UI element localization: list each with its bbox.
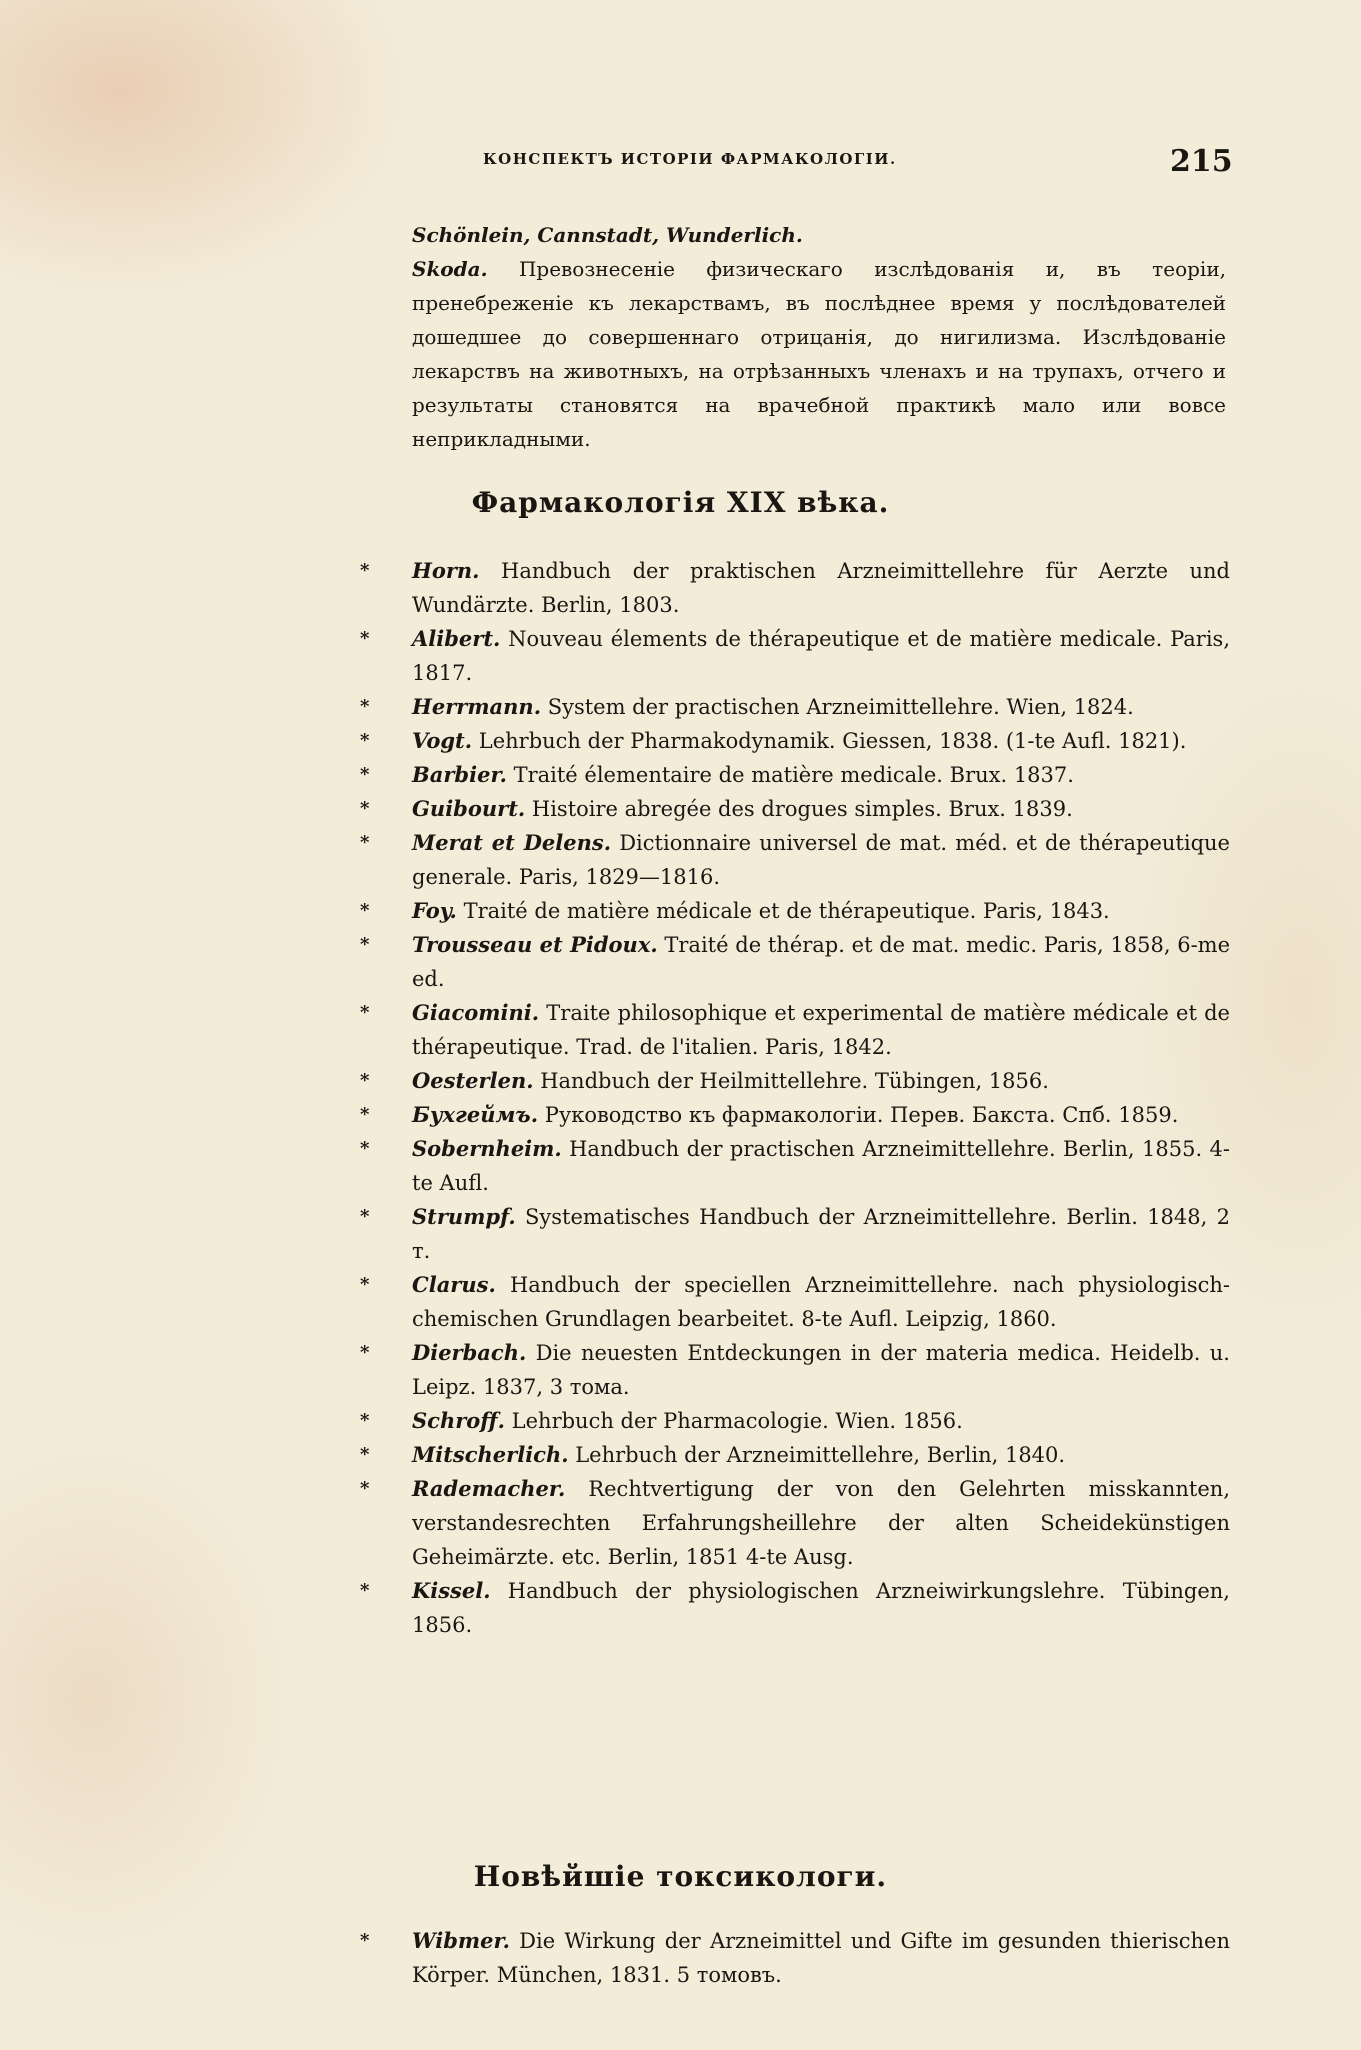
entry-author: Oesterlen. — [412, 1068, 534, 1093]
entry-text: Histoire abregée des drogues simples. Brux. 1839. — [531, 797, 1073, 821]
bullet-asterisk: * — [360, 1342, 370, 1363]
skoda-text: Превознесеніе физическаго изслѣдованія и, въ теоріи, пренебреженіе къ лекарствамъ, въ послѣднее время у послѣдователей дошедшее до совершеннаго отрицанія, до нигилизма. Изслѣдованіе лекарствъ на животныхъ, на отрѣзанныхъ членахъ и на трупахъ, отчего и результаты становятся на врачебной практикѣ мало или вовсе неприкладными. — [412, 257, 1227, 451]
bibliography-entry — [360, 1336, 1230, 1404]
bullet-asterisk: * — [360, 696, 370, 717]
bibliography-entry — [360, 1472, 1230, 1574]
entry-author: Sobernheim. — [412, 1136, 562, 1161]
bibliography-entry — [360, 996, 1230, 1064]
entry-text: Handbuch der praktischen Arzneimittellehre für Aerzte und Wundärzte. Berlin, 1803. — [412, 559, 1230, 617]
entry-author: Clarus. — [412, 1272, 496, 1297]
entry-author: Guibourt. — [412, 796, 526, 821]
bullet-asterisk: * — [360, 1444, 370, 1465]
running-title: КОНСПЕКТЪ ИСТОРІИ ФАРМАКОЛОГІИ. — [483, 150, 897, 168]
names-line — [412, 218, 1226, 252]
bullet-asterisk: * — [360, 832, 370, 853]
bullet-asterisk: * — [360, 1930, 370, 1951]
bullet-asterisk: * — [360, 1410, 370, 1431]
entry-author: Trousseau et Pidoux. — [412, 932, 658, 957]
bullet-asterisk: * — [360, 1206, 370, 1227]
entry-author: Merat et Delens. — [412, 830, 612, 855]
entry-text: Nouveau élements de thérapeutique et de matière medicale. Paris, 1817. — [412, 627, 1230, 685]
entry-author: Wibmer. — [412, 1928, 510, 1953]
entry-text: Systematisches Handbuch der Arzneimittellehre. Berlin. 1848, 2 т. — [412, 1205, 1230, 1263]
entry-text: Handbuch der physiologischen Arzneiwirkungslehre. Tübingen, 1856. — [412, 1579, 1230, 1637]
bibliography-entry — [360, 758, 1230, 792]
bullet-asterisk: * — [360, 1070, 370, 1091]
entry-text: Handbuch der speciellen Arzneimittellehre. nach physiologisch-chemischen Grundlagen bearbeitet. 8-te Aufl. Leipzig, 1860. — [412, 1273, 1231, 1331]
intro-paragraph — [412, 218, 1226, 456]
entry-author: Kissel. — [412, 1578, 491, 1603]
entry-text: Руководство къ фармакологіи. Перев. Бакста. Спб. 1859. — [544, 1103, 1179, 1127]
page-number: 215 — [1170, 144, 1233, 179]
section-heading-pharmacology: Фармакологія XIX вѣка. — [471, 486, 890, 519]
bullet-asterisk: * — [360, 900, 370, 921]
bullet-asterisk: * — [360, 730, 370, 751]
bullet-asterisk: * — [360, 1478, 370, 1499]
entry-author: Herrmann. — [412, 694, 542, 719]
bibliography-entry — [360, 622, 1230, 690]
bullet-asterisk: * — [360, 1104, 370, 1125]
bullet-asterisk: * — [360, 798, 370, 819]
entry-author: Alibert. — [412, 626, 501, 651]
bibliography-entry — [360, 894, 1230, 928]
skoda-author: Skoda. — [412, 257, 488, 281]
bibliography-entry — [360, 826, 1230, 894]
entry-text: Rechtvertigung der von den Gelehrten misskannten, verstandesrechten Erfahrungsheillehre der alten Scheidekünstigen Geheimärzte. etc. Berlin, 1851 4-te Ausg. — [412, 1477, 1230, 1569]
bibliography-entry — [360, 928, 1230, 996]
entry-text: Traite philosophique et experimental de matière médicale et de thérapeutique. Trad. de l'italien. Paris, 1842. — [412, 1001, 1230, 1059]
entry-text: System der practischen Arzneimittellehre. Wien, 1824. — [547, 695, 1134, 719]
bullet-asterisk: * — [360, 560, 370, 581]
bibliography-entry — [360, 554, 1230, 622]
entry-text: Traité de thérap. et de mat. medic. Paris, 1858, 6-me ed. — [412, 933, 1231, 991]
bibliography-entry — [360, 1132, 1230, 1200]
section-heading-toxicologists: Новѣйшіе токсикологи. — [473, 1860, 888, 1893]
bullet-asterisk: * — [360, 1138, 370, 1159]
bibliography-entry — [360, 1574, 1230, 1642]
entry-text: Traité élementaire de matière medicale. Brux. 1837. — [513, 763, 1074, 787]
bibliography-entry — [360, 690, 1230, 724]
bibliography-entry — [360, 1438, 1230, 1472]
bibliography-entry — [360, 724, 1230, 758]
bibliography-entry — [360, 1200, 1230, 1268]
bullet-asterisk: * — [360, 934, 370, 955]
skoda-paragraph — [412, 252, 1226, 456]
bullet-asterisk: * — [360, 764, 370, 785]
bullet-asterisk: * — [360, 1002, 370, 1023]
entry-author: Schroff. — [412, 1408, 505, 1433]
bibliography-entry — [360, 1268, 1230, 1336]
entry-text: Lehrbuch der Pharmacologie. Wien. 1856. — [511, 1409, 963, 1433]
entry-text: Handbuch der practischen Arzneimittellehre. Berlin, 1855. 4-te Aufl. — [412, 1137, 1230, 1195]
bibliography-entry — [360, 1064, 1230, 1098]
entry-text: Lehrbuch der Arzneimittellehre, Berlin, 1840. — [575, 1443, 1066, 1467]
entry-author: Giacomini. — [412, 1000, 540, 1025]
entry-author: Rademacher. — [412, 1476, 566, 1501]
bibliography-entry — [360, 1098, 1230, 1132]
entry-text: Traité de matière médicale et de thérapeutique. Paris, 1843. — [463, 899, 1110, 923]
pharmacology-bibliography-list — [360, 554, 1230, 1642]
bibliography-entry — [360, 792, 1230, 826]
entry-author: Horn. — [412, 558, 480, 583]
entry-author: Бухгеймъ. — [412, 1102, 539, 1127]
entry-author: Foy. — [412, 898, 457, 923]
entry-author: Mitscherlich. — [412, 1442, 569, 1467]
entry-author: Barbier. — [412, 762, 507, 787]
entry-text: Lehrbuch der Pharmakodynamik. Giessen, 1838. (1-te Aufl. 1821). — [478, 729, 1187, 753]
bullet-asterisk: * — [360, 1580, 370, 1601]
entry-text: Die neuesten Entdeckungen in der materia medica. Heidelb. u. Leipz. 1837, 3 тома. — [412, 1341, 1230, 1399]
entry-text: Dictionnaire universel de mat. méd. et de thérapeutique generale. Paris, 1829—1816. — [412, 831, 1230, 889]
entry-text: Handbuch der Heilmittellehre. Tübingen, 1856. — [540, 1069, 1049, 1093]
toxicology-bibliography-list — [360, 1924, 1230, 1992]
bullet-asterisk: * — [360, 1274, 370, 1295]
bibliography-entry — [360, 1924, 1230, 1992]
entry-author: Vogt. — [412, 728, 473, 753]
entry-author: Strumpf. — [412, 1204, 516, 1229]
entry-author: Dierbach. — [412, 1340, 527, 1365]
entry-text: Die Wirkung der Arzneimittel und Gifte im gesunden thierischen Körper. München, 1831. 5 томовъ. — [412, 1929, 1230, 1987]
names-line-text: Schönlein, Cannstadt, Wunderlich. — [412, 223, 803, 247]
bullet-asterisk: * — [360, 628, 370, 649]
bibliography-entry — [360, 1404, 1230, 1438]
